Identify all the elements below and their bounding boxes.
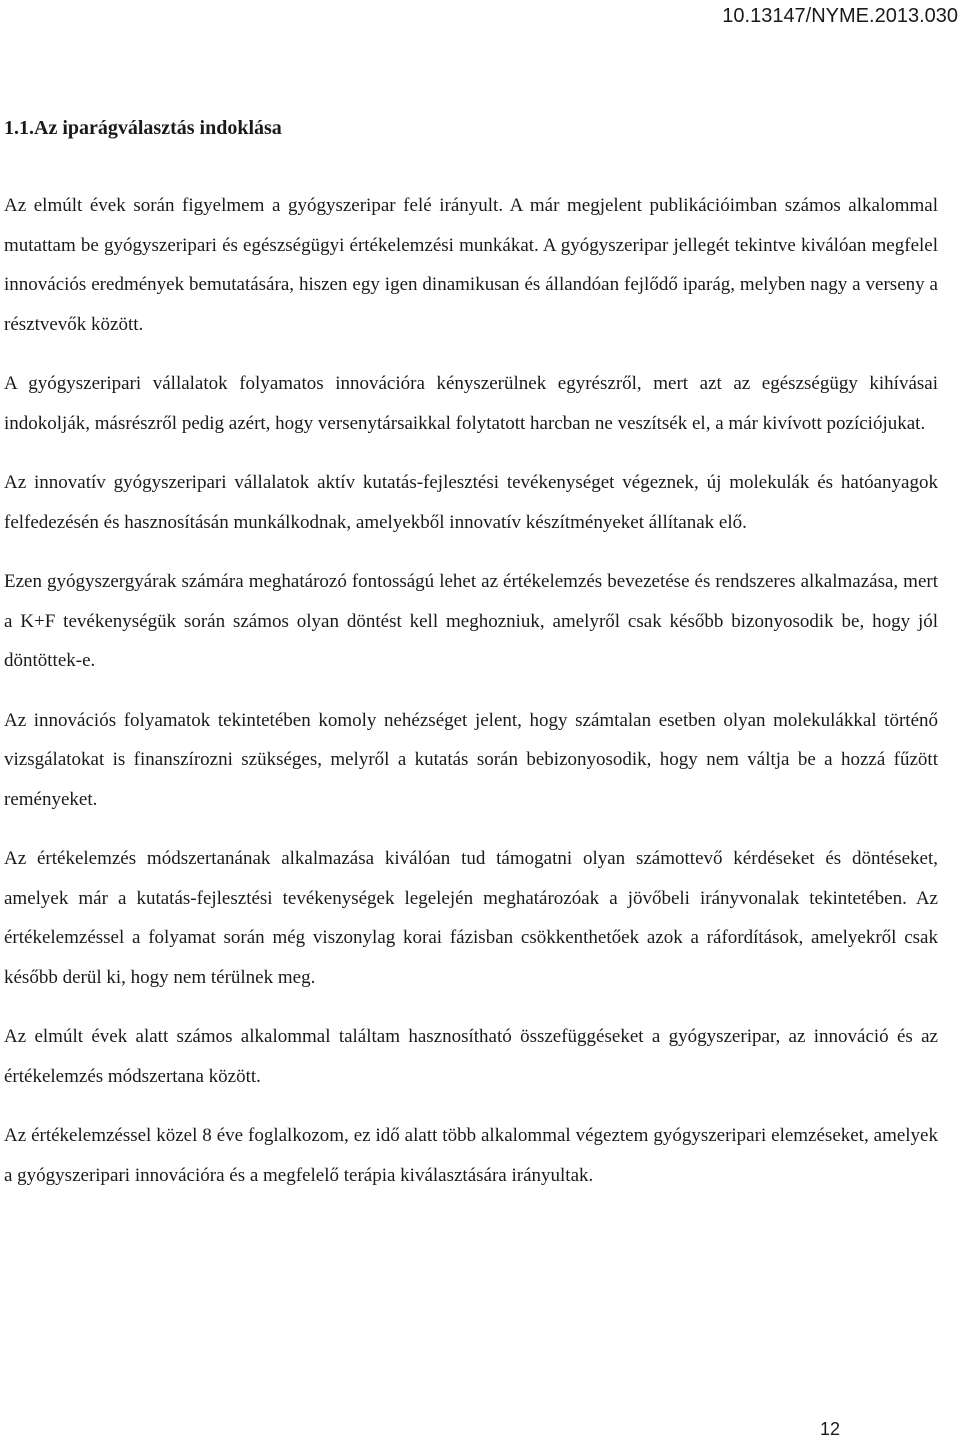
paragraph-3: Az innovatív gyógyszeripari vállalatok aktív kutatás-fejlesztési tevékenységet végeznek, új molekulák és hatóanyagok felfedezésén és hasznosításán munkálkodnak, amelyekből innovatív készítményeket állítanak elő.: [4, 472, 938, 533]
doi-header: 10.13147/NYME.2013.030: [722, 5, 958, 27]
paragraph-6: Az értékelemzés módszertanának alkalmazása kiválóan tud támogatni olyan számottevő kérdéseket és döntéseket, amelyek már a kutatás-fejlesztési tevékenységek legelején meghatározóak a jövőbeli irányvonalak tekintetében. Az értékelemzéssel a folyamat során még viszonylag korai fázisban csökkenthetőek azok a ráfordítások, amelyekről csak később derül ki, hogy nem térülnek meg.: [4, 848, 938, 988]
page-number: 12: [819, 1419, 840, 1439]
paragraph-5: Az innovációs folyamatok tekintetében komoly nehézséget jelent, hogy számtalan esetben olyan molekulákkal történő vizsgálatokat is finanszírozni szükséges, melyről a kutatás során bebizonyosodik, hogy nem váltja be a hozzá fűzött reményeket.: [4, 709, 938, 810]
paragraph-2: A gyógyszeripari vállalatok folyamatos innovációra kényszerülnek egyrészről, mert azt az egészségügy kihívásai indokolják, másrészről pedig azért, hogy versenytársaikkal folytatott harcban ne veszítsék el, a már kivívott pozíciójukat.: [4, 373, 938, 434]
paragraph-8: Az értékelemzéssel közel 8 éve foglalkozom, ez idő alatt több alkalommal végeztem gyógyszeripari elemzéseket, amelyek a gyógyszeripari innovációra és a megfelelő terápia kiválasztására irányultak.: [4, 1125, 938, 1186]
paragraph-4: Ezen gyógyszergyárak számára meghatározó fontosságú lehet az értékelemzés bevezetése és rendszeres alkalmazása, mert a K+F tevékenységük során számos olyan döntést kell meghozniuk, amelyről csak később bizonyosodik be, hogy jól döntöttek-e.: [4, 571, 938, 671]
paragraph-7: Az elmúlt évek alatt számos alkalommal találtam hasznosítható összefüggéseket a gyógyszeripar, az innováció és az értékelemzés módszertana között.: [4, 1026, 938, 1087]
body-text: [4, 186, 938, 1215]
section-heading: 1.1.Az iparágválasztás indoklása: [4, 117, 282, 139]
paragraph-1: Az elmúlt évek során figyelmem a gyógyszeripar felé irányult. A már megjelent publikációimban számos alkalommal mutattam be gyógyszeripari és egészségügyi értékelemzési munkákat. A gyógyszeripar jellegét tekintve kiválóan megfelel innovációs eredmények bemutatására, hiszen egy igen dinamikusan és állandóan fejlődő iparág, melyben nagy a verseny a résztvevők között.: [4, 195, 938, 335]
